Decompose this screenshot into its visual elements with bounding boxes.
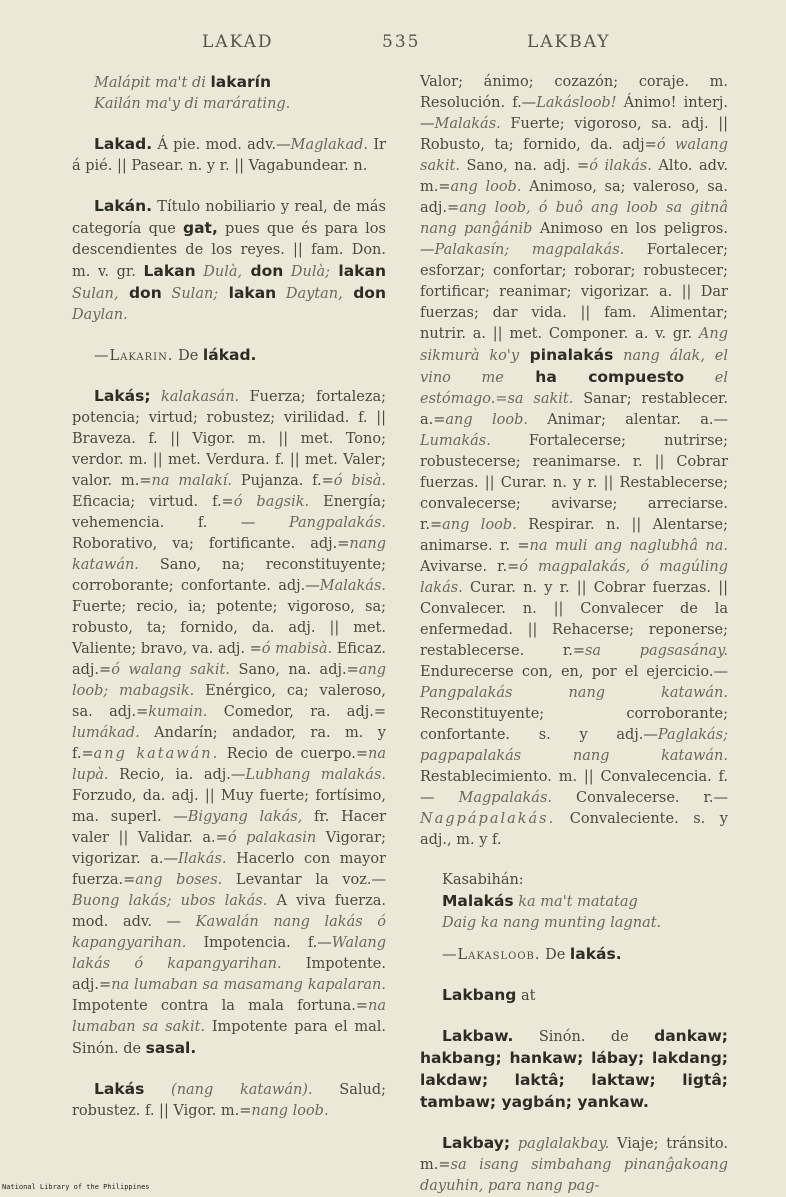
definition-text: Fortalecer; esforzar; confortar; roborar; robustecer; fortificar; reanimar; vigorizar. a. || Dar fuerzas; dar vida. || fam. Alimentar; nutrir. a. || met. Componer. a. v. gr. — [420, 242, 728, 342]
tagalog-example: Malakás. — [434, 116, 501, 132]
definition-text: Valor; ánimo; cozazón; coraje. m. Resolución. f.— — [420, 74, 728, 111]
tagalog-example: Daylan. — [72, 307, 128, 323]
definition-text: Alto. adv. m.= — [420, 158, 728, 195]
definition-text: Fuerte; vigoroso, sa. adj. || Robusto, ta; fornido, da. adj= — [420, 116, 728, 153]
proverb-quote — [72, 72, 386, 115]
definition-text: Recio de cuerpo.= — [219, 746, 369, 762]
headword: Lakbaw. — [442, 1027, 514, 1045]
cross-reference: gat, — [182, 219, 218, 237]
cross-reference: sasal. — [145, 1039, 197, 1057]
tagalog-example: na lumaban sa masamang kapalaran. — [111, 977, 386, 993]
definition-text: at — [516, 988, 536, 1004]
definition-text: Salud; robustez. f. || Vigor. m.= — [72, 1082, 386, 1119]
cross-reference: lakás. — [569, 945, 622, 963]
definition-text: Animoso, sa; valeroso, sa. adj.= — [420, 179, 728, 216]
definition-text: pues que és para los descendientes de los reyes. || fam. Don. m. v. gr. — [72, 221, 386, 280]
entry-lakad — [72, 134, 386, 177]
entry-lakbang — [420, 985, 728, 1007]
definition-text: Ánimo! interj.— — [420, 95, 728, 132]
tagalog-example: sa isang simbahang pinanĝakoang dayuhin, para nang pag- — [420, 1157, 728, 1194]
tagalog-example: na lumaban sa sakit. — [72, 998, 386, 1035]
derived-headword: —Lakarin. — [94, 348, 174, 364]
cross-reference: lákad. — [202, 346, 257, 364]
bold-term: pinalakás — [519, 346, 614, 364]
definition-text — [151, 389, 161, 405]
tagalog-example: na malakí. — [151, 473, 233, 489]
tagalog-example: ang loob. — [442, 517, 517, 533]
headword: Lakán. — [94, 197, 153, 215]
entry-lakan — [72, 196, 386, 326]
saying-headword: Malakás — [442, 892, 514, 910]
bold-term: lakan — [218, 284, 277, 302]
definition-text: Convaleciente. s. y adj., m. y f. — [420, 811, 728, 848]
right-column — [420, 72, 728, 1197]
tagalog-example: Sulan; — [161, 286, 219, 302]
tagalog-example: paglalakbay. — [510, 1136, 610, 1152]
definition-text: Impotente contra la mala fortuna.= — [72, 998, 369, 1014]
tagalog-example: nang loob. — [251, 1103, 329, 1119]
tagalog-example: ó palakasin — [227, 830, 317, 846]
tagalog-example: ang katawán. — [93, 746, 220, 762]
tagalog-example: Paglakás; pagpapalakás nang katawán. — [420, 727, 728, 764]
definition-text: Ir á pié. || Pasear. n. y r. || Vagabundear. n. — [72, 137, 386, 174]
definition-text: Reconstituyente; corroborante; confortante. s. y adj.— — [420, 706, 728, 743]
definition-text: A viva fuerza. mod. adv. — — [72, 893, 386, 930]
definition-text: De — [173, 348, 203, 364]
tagalog-example: Malakás. — [319, 578, 386, 594]
definition-text: Recio, ia. adj.— — [108, 767, 246, 783]
definition-text: Forzudo, da. adj. || Muy fuerte; fortísimo, ma. superl. — — [72, 788, 386, 825]
tagalog-example: Sulan, — [72, 286, 119, 302]
definition-text: Roborativo, va; fortificante. adj.= — [72, 536, 350, 552]
tagalog-example: Lumakás. — [420, 433, 491, 449]
kasabihan-saying — [420, 891, 728, 934]
tagalog-example: ó walang sakit. — [420, 137, 728, 174]
definition-text: fr. Hacer valer || Validar. a.= — [72, 809, 386, 846]
definition-text: Animoso en los peligros.— — [420, 221, 728, 258]
saying-text: Daig ka nang munting lagnat. — [442, 915, 662, 931]
left-column — [72, 72, 386, 1122]
definition-text: Curar. n. y r. || Cobrar fuerzas. || Convalecer. n. || Convalecer de la enfermedad. || Rehacerse; reponerse; restablecerse. r.= — [420, 580, 728, 659]
quote-headword: lakarín — [210, 73, 272, 91]
definition-text: Viaje; tránsito. m.= — [420, 1136, 728, 1173]
tagalog-example: ó mabisà. — [261, 641, 333, 657]
headword: Lakbang — [442, 986, 517, 1004]
entry-lakas — [72, 386, 386, 1060]
tagalog-example: Buong lakás; ubos lakás. — [72, 893, 268, 909]
tagalog-example: lumákad. — [72, 725, 140, 741]
tagalog-example: kumain. — [148, 704, 208, 720]
definition-text: Eficaz. adj.= — [72, 641, 386, 678]
tagalog-example: Magpalakás. — [458, 790, 552, 806]
saying-text: ka ma't matatag — [513, 894, 638, 910]
definition-text: Energía; vehemencia. f. — — [72, 494, 386, 531]
page-number: 535 — [382, 32, 421, 52]
synonym-list: dankaw; hakbang; hankaw; lábay; lakdang; lakdaw; laktâ; laktaw; ligtâ; tambaw; yagbán; yankaw. — [420, 1027, 728, 1111]
library-credit: National Library of the Philippines — [2, 1183, 150, 1191]
tagalog-example: ó ilakás. — [589, 158, 652, 174]
definition-text: Comedor, ra. adj.= — [207, 704, 386, 720]
tagalog-example: ó walang sakit. — [111, 662, 230, 678]
definition-text: Hacerlo con mayor fuerza.= — [72, 851, 386, 888]
bold-term: ha compuesto — [503, 368, 685, 386]
definition-text: Restablecimiento. m. || Convalecencia. f. — — [420, 769, 728, 806]
tagalog-example: el estómago.=sa sakit. — [420, 370, 728, 407]
tagalog-example: nang álak, el vino me — [420, 348, 728, 386]
tagalog-example: ó magpalakás, ó magúling lakás. — [420, 559, 728, 596]
quote-text: Malápit ma't di — [94, 75, 211, 91]
tagalog-example: Ilakás. — [178, 851, 227, 867]
entry-lakbaw — [420, 1026, 728, 1114]
definition-text: Sanar; restablecer. a.= — [420, 391, 728, 428]
headword: Lakbay; — [442, 1134, 511, 1152]
definition-text: Sano, na. adj. = — [459, 158, 590, 174]
definition-text: Endurecerse con, en, por el ejercicio.— — [420, 664, 728, 680]
tagalog-example: na lupà. — [72, 746, 387, 783]
tagalog-example: Maglakad. — [290, 137, 369, 153]
tagalog-example: Walang lakás ó kapangyarihan. — [72, 935, 386, 972]
tagalog-example: ang boses. — [135, 872, 223, 888]
definition-text: Fortalecerse; nutrirse; robustecerse; reanimarse. r. || Cobrar fuerzas. || Curar. n. y r. || Restablecerse; convalecerse; avivarse; arreciarse. r.= — [420, 433, 728, 533]
tagalog-example: ang loob. — [445, 412, 528, 428]
tagalog-example: Ang sikmurà ko'y — [420, 326, 728, 364]
tagalog-example: Dulà; — [283, 264, 331, 280]
tagalog-example: Lubhang malakás. — [245, 767, 386, 783]
definition-text: Vigorar; vigorizar. a.— — [72, 830, 386, 867]
definition-text: Convalecerse. r.— — [552, 790, 728, 806]
tagalog-example: ang loob; mabagsik. — [72, 662, 387, 699]
headword: Lakás; — [94, 387, 151, 405]
definition-text: Fuerte; recio, ia; potente; vigoroso, sa; robusto, ta; fornido, da. adj. || met. Valiente; bravo, va. adj. = — [72, 599, 386, 657]
definition-text: Enérgico, ca; valeroso, sa. adj.= — [72, 683, 386, 720]
tagalog-example: Nagpápalakás. — [420, 811, 556, 827]
entry-lakasloob — [420, 944, 728, 966]
definition-text: Título nobiliario y real, de más categoría que — [72, 199, 386, 237]
bold-term: Lakan — [143, 262, 196, 280]
entry-lakas-katawan — [72, 1079, 386, 1122]
definition-text: Eficacia; virtud. f.= — [72, 494, 234, 510]
entry-lakas-continued — [420, 72, 728, 851]
tagalog-example: Palakasín; magpalakás. — [434, 242, 625, 258]
tagalog-example: kalakasán. — [160, 389, 240, 405]
tagalog-example: ó bagsik. — [233, 494, 310, 510]
definition-text: Avivarse. r.= — [420, 559, 520, 575]
tagalog-example: Dulà, — [195, 264, 243, 280]
headword: Lakás — [94, 1080, 145, 1098]
tagalog-example: na muli ang naglubhâ na. — [529, 538, 728, 554]
bold-term: don — [118, 284, 162, 302]
entry-lakarin — [72, 345, 386, 367]
tagalog-example: Pangpalakás nang katawán. — [420, 685, 728, 701]
running-head-right: LAKBAY — [527, 32, 611, 52]
definition-text: Levantar la voz.— — [222, 872, 386, 888]
tagalog-example: ó bisà. — [333, 473, 386, 489]
definition-text: Respirar. n. || Alentarse; animarse. r. = — [420, 517, 728, 554]
entry-lakbay — [420, 1133, 728, 1197]
definition-text: Impotente. adj.= — [72, 956, 386, 993]
tagalog-example: Pangpalakás. — [288, 515, 386, 531]
definition-text: Fuerza; fortaleza; potencia; virtud; robustez; virilidad. f. || Braveza. f. || Vigor. m. || met. Tono; verdor. m. || met. Verdura. f. || met. Valer; valor. m.= — [72, 389, 386, 489]
definition-text: Animar; alentar. a.— — [527, 412, 728, 428]
tagalog-example: (nang katawán). — [144, 1082, 313, 1098]
definition-text: Sinón. de — [513, 1029, 655, 1045]
bold-term: don — [242, 262, 284, 280]
definition-text: Sano, na. adj.= — [229, 662, 359, 678]
tagalog-example: ang loob. — [450, 179, 522, 195]
derived-headword: —Lakasloob. — [442, 947, 541, 963]
definition-text: Impotente para el mal. Sinón. de — [72, 1019, 386, 1057]
tagalog-example: Daytan, — [276, 286, 343, 302]
tagalog-example: Lakásloob! — [536, 95, 617, 111]
tagalog-example: ang loob, ó buô ang loob sa gitnâ nang panĝánib — [420, 200, 728, 237]
quote-text: Kailán ma'y di marárating. — [94, 96, 291, 112]
bold-term: don — [342, 284, 386, 302]
tagalog-example: Kawalán nang lakás ó kapangyarihan. — [72, 914, 386, 951]
kasabihan-label: Kasabihán: — [442, 872, 524, 888]
running-head-left: LAKAD — [202, 32, 274, 52]
tagalog-example: nang katawán. — [72, 536, 386, 573]
headword: Lakad. — [94, 135, 153, 153]
definition-text: Á pie. mod. adv.— — [152, 137, 291, 153]
tagalog-example: Bigyang lakás, — [187, 809, 303, 825]
definition-text: De — [540, 947, 570, 963]
definition-text: Sano, na; reconstituyente; corroborante; confortante. adj.— — [72, 557, 386, 594]
bold-term: lakan — [330, 262, 386, 280]
definition-text: Pujanza. f.= — [232, 473, 334, 489]
definition-text: Impotencia. f.— — [186, 935, 332, 951]
definition-text: Andarín; andador, ra. m. y f.= — [72, 725, 386, 762]
tagalog-example: sa pagsasánay. — [584, 643, 728, 659]
